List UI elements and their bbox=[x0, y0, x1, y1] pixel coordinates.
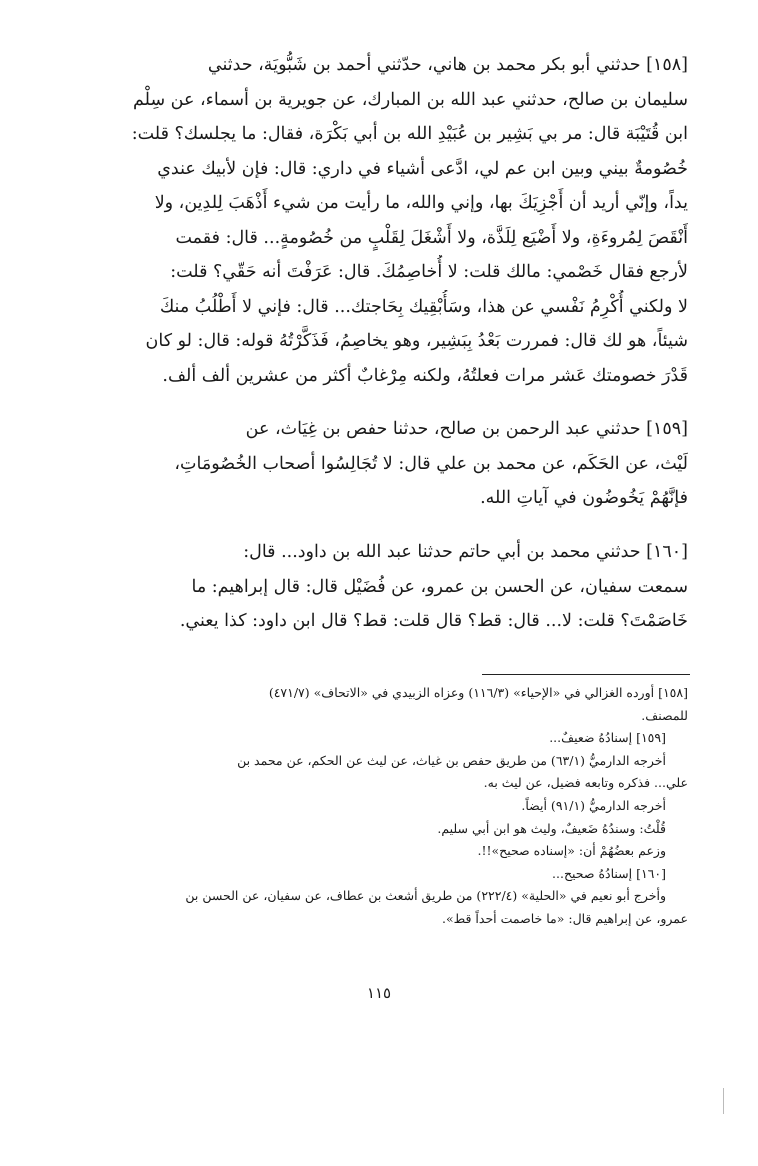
text-line: لا ولكني أُكْرِمُ نَفْسي عن هذا، وسَأُبْقِيك بِحَاجتك... قال: فإني لا أَطْلُبُ منكَ bbox=[159, 296, 688, 317]
text-line: [١٥٨] حدثني أبو بكر محمد بن هاني، حدّثني أحمد بن شَبُّويَة، حدثني bbox=[207, 55, 688, 75]
footnote-line: للمصنف. bbox=[641, 707, 688, 723]
text-line: [١٦٠] حدثني محمد بن أبي حاتم حدثنا عبد الله بن داود... قال: bbox=[243, 542, 688, 562]
scan-edge-mark bbox=[723, 1088, 724, 1114]
text-line: ابن قُتَيْبَة قال: مر بي بَشِير بن عُبَيْدِ الله بن أبي بَكْرَة، فقال: ما يجلسك؟ قلت: bbox=[131, 124, 688, 144]
text-line: سليمان بن صالح، حدثني عبد الله بن المبارك، عن جويرية بن أسماء، عن سِلْم bbox=[133, 89, 688, 110]
text-line: خَاصَمْتَ؟ قلت: لا... قال: قط؟ قال قلت: قط؟ قال ابن داود: كذا يعني. bbox=[179, 611, 688, 631]
hadith-paragraph-158 bbox=[68, 48, 688, 393]
text-line: شيئاً، هو لك قال: فمررت بَعْدُ بِبَشِير، وهو يخاصِمُ، فَذَكَّرْتُهُ قوله: قال: لو كان bbox=[145, 331, 688, 351]
footnote-line: وأخرج أبو نعيم في «الحلية» (٢٢٢/٤) من طريق أشعث بن عطاف، عن سفيان، عن الحسن بن bbox=[185, 888, 666, 904]
text-line: [١٥٩] حدثني عبد الرحمن بن صالح، حدثنا حفص بن غِيَاث، عن bbox=[245, 419, 688, 439]
hadith-paragraph-159 bbox=[68, 412, 688, 516]
footnote-line: أخرجه الدارميُّ (٦٣/١) من طريق حفص بن غياث، عن ليث عن الحكم، عن محمد بن bbox=[237, 752, 666, 768]
hadith-paragraph-160 bbox=[68, 535, 688, 639]
text-line: أَنْقَصَ لِمُروءَةِ، ولا أَضْيَع لِلَذَّة، ولا أَشْغَلَ لِقَلْبٍ من خُصُومةٍ... قال: فقمت bbox=[175, 227, 688, 248]
footnote-line: [١٦٠] إسنادُهُ صحيح... bbox=[552, 865, 666, 881]
page-number: ١١٥ bbox=[366, 984, 392, 1002]
footnote-line: عمرو، عن إبراهيم قال: «ما خاصمت أحداً قط». bbox=[441, 910, 688, 926]
text-line: قَدْرَ خصومتك عَشر مرات فعلتُهُ، ولكنه مِرْغابٌ أكثر من عشرين ألف ألف. bbox=[162, 365, 688, 386]
footnote-line: أخرجه الدارميُّ (٩١/١) أيضاً. bbox=[521, 797, 666, 813]
footnote-line: وزعم بعضُهُمْ أن: «إسناده صحيح»!!. bbox=[477, 843, 666, 859]
footnote-line: [١٥٩] إسنادُهُ ضعيفٌ... bbox=[549, 730, 666, 746]
footnotes bbox=[68, 682, 688, 931]
text-line: لأرجع فقال خَصْمي: مالك قلت: لا أُخاصِمُكَ. قال: عَرَفْتَ أنه حَقّي؟ قلت: bbox=[170, 262, 688, 282]
footnote-line: قُلْتُ: وسندُهُ ضَعيفٌ، وليث هو ابن أبي سليم. bbox=[437, 820, 666, 836]
footnote-line: علي... فذكره وتابعه فضيل، عن ليث به. bbox=[483, 775, 688, 791]
footnote-separator bbox=[482, 674, 690, 675]
text-line: يداً، وإنّي أريد أن أَجْزِيَكَ بها، وإني والله، ما رأيت من شيء أَذْهَبَ لِلدِين، ولا bbox=[154, 193, 688, 213]
text-line: خُصُومةٌ بيني وبين ابن عم لي، ادَّعى أشياء في داري: قال: فإن لأبيك عندي bbox=[157, 158, 688, 179]
footnote-line: [١٥٨] أورده الغزالي في «الإحياء» (١١٦/٣) وعزاه الزبيدي في «الاتحاف» (٤٧١/٧) bbox=[268, 685, 688, 700]
text-line: سمعت سفيان، عن الحسن بن عمرو، عن فُضَيْل قال: قال إبراهيم: ما bbox=[191, 576, 688, 597]
text-line: لَيْث، عن الحَكَم، عن محمد بن علي قال: لا تُجَالِسُوا أصحاب الخُصُومَاتِ، bbox=[174, 453, 688, 474]
text-line: فإنَّهُمْ يَخُوضُون في آياتِ الله. bbox=[480, 488, 688, 508]
